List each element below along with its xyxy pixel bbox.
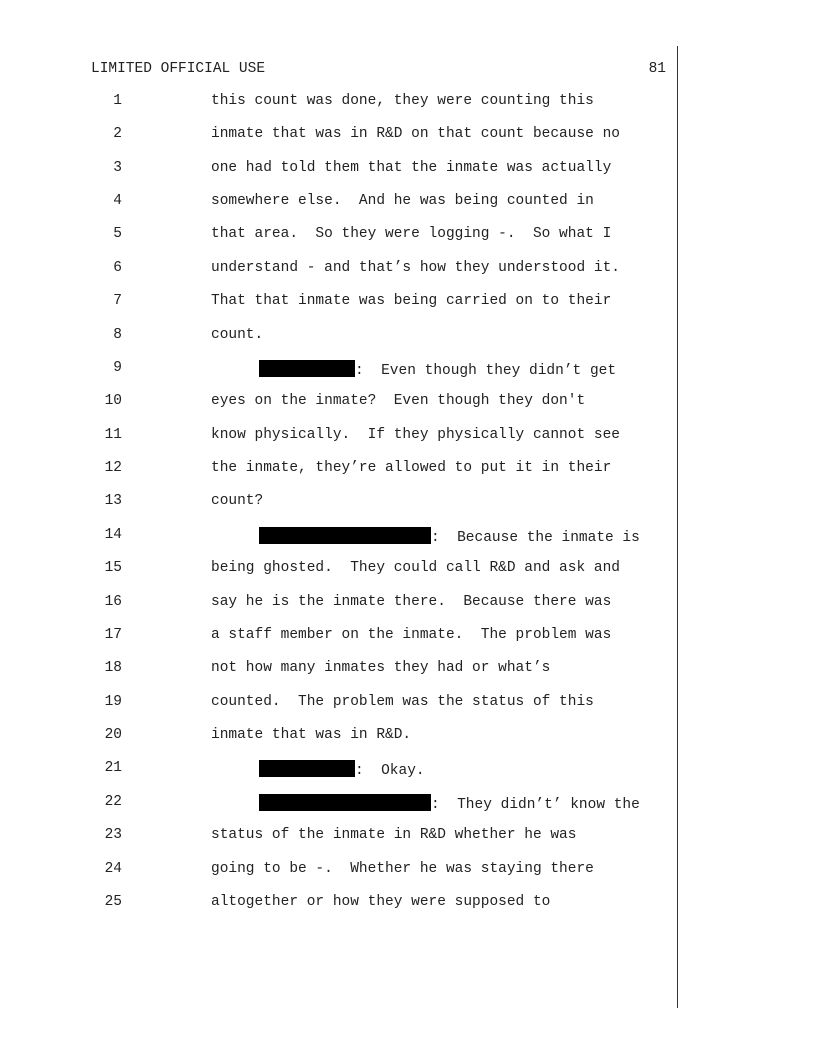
transcript-line [0, 427, 680, 449]
line-text-content: a staff member on the inmate. The problem was [211, 626, 612, 643]
transcript-line [0, 694, 680, 716]
line-text-content: know physically. If they physically cannot see [211, 426, 620, 443]
line-text [211, 627, 611, 643]
speaker-line [259, 360, 616, 379]
line-text-content: eyes on the inmate? Even though they don't [211, 393, 586, 410]
line-number: 16 [104, 593, 122, 610]
line-number: 9 [113, 359, 122, 376]
line-text-content: being ghosted. They could call R&D and ask and [211, 560, 620, 577]
line-number: 21 [104, 760, 122, 777]
transcript-line [0, 660, 680, 682]
transcript-line [0, 293, 680, 315]
transcript-line [0, 627, 680, 649]
line-number: 20 [104, 727, 122, 744]
line-number: 4 [113, 193, 122, 210]
classification-header: LIMITED OFFICIAL USE [91, 61, 266, 77]
line-text [211, 226, 611, 242]
line-number: 18 [104, 660, 122, 677]
line-text [211, 594, 611, 610]
line-number: 23 [104, 827, 122, 844]
line-text-content: That that inmate was being carried on to their [211, 293, 612, 310]
line-text [211, 660, 550, 676]
line-text [211, 560, 620, 576]
line-number: 2 [113, 126, 122, 143]
redacted-speaker-name [259, 760, 355, 777]
line-text-content: that area. So they were logging -. So what I [211, 226, 612, 243]
line-text [211, 260, 620, 276]
line-text-content: status of the inmate in R&D whether he was [211, 827, 577, 844]
transcript-line [0, 327, 680, 349]
transcript-line [0, 93, 680, 115]
transcript-line [0, 460, 680, 482]
line-text [211, 393, 585, 409]
transcript-line [0, 760, 680, 782]
line-text [211, 160, 611, 176]
line-number: 14 [104, 526, 122, 543]
line-text-content: inmate that was in R&D on that count because no [211, 126, 620, 143]
line-number: 1 [113, 93, 122, 109]
redacted-speaker-name [259, 794, 431, 811]
line-text-content: : Because the inmate is [431, 529, 640, 546]
transcript-line [0, 160, 680, 182]
line-text-content: count? [211, 493, 264, 510]
line-number: 7 [113, 293, 122, 310]
line-number: 15 [104, 560, 122, 577]
line-text [211, 861, 594, 877]
line-number: 24 [104, 860, 122, 877]
line-text [211, 727, 411, 743]
transcript-line [0, 360, 680, 382]
line-number: 17 [104, 626, 122, 643]
transcript-line [0, 393, 680, 415]
speaker-line [259, 794, 640, 813]
line-text [211, 460, 611, 476]
transcript-line [0, 193, 680, 215]
transcript-line [0, 861, 680, 883]
transcript-line [0, 794, 680, 816]
line-text-content: say he is the inmate there. Because there was [211, 593, 612, 610]
line-number: 8 [113, 326, 122, 343]
line-number: 3 [113, 159, 122, 176]
speaker-line [259, 527, 640, 546]
transcript-line [0, 727, 680, 749]
line-number: 12 [104, 460, 122, 477]
line-text-content: understand - and that’s how they understood it. [211, 259, 620, 276]
line-text-content: : They didn’t’ know the [431, 796, 640, 813]
redacted-speaker-name [259, 360, 355, 377]
transcript-line [0, 894, 680, 916]
transcript-line [0, 594, 680, 616]
line-text [211, 327, 263, 343]
line-text-content: inmate that was in R&D. [211, 727, 412, 744]
line-number: 19 [104, 693, 122, 710]
line-text-content: counted. The problem was the status of this [211, 693, 594, 710]
redacted-speaker-name [259, 527, 431, 544]
line-text [211, 827, 576, 843]
line-text [211, 493, 263, 509]
transcript-line [0, 827, 680, 849]
line-text [211, 193, 594, 209]
line-text-content: one had told them that the inmate was actually [211, 159, 612, 176]
transcript-line [0, 260, 680, 282]
line-text [211, 93, 594, 109]
line-number: 6 [113, 259, 122, 276]
line-number: 5 [113, 226, 122, 243]
line-text [211, 293, 611, 309]
transcript-line [0, 560, 680, 582]
line-text [211, 894, 550, 910]
transcript-line [0, 126, 680, 148]
line-text-content: count. [211, 326, 264, 343]
line-text-content: not how many inmates they had or what’s [211, 660, 551, 677]
line-text [211, 126, 620, 142]
page-number: 81 [648, 61, 666, 77]
line-number: 10 [104, 393, 122, 410]
speaker-line [259, 760, 425, 779]
transcript-line [0, 226, 680, 248]
line-number: 13 [104, 493, 122, 510]
line-number: 22 [104, 793, 122, 810]
line-number: 11 [104, 426, 122, 443]
line-text-content: altogether or how they were supposed to [211, 893, 551, 910]
line-text-content: the inmate, they’re allowed to put it in their [211, 460, 612, 477]
line-text-content: this count was done, they were counting this [211, 93, 594, 109]
line-text [211, 427, 620, 443]
line-text-content: : Okay. [355, 763, 425, 780]
line-text-content: : Even though they didn’t get [355, 362, 617, 379]
transcript-line [0, 493, 680, 515]
transcript-line [0, 527, 680, 549]
line-text-content: going to be -. Whether he was staying there [211, 860, 594, 877]
line-text-content: somewhere else. And he was being counted in [211, 193, 594, 210]
line-text [211, 694, 594, 710]
line-number: 25 [104, 893, 122, 910]
